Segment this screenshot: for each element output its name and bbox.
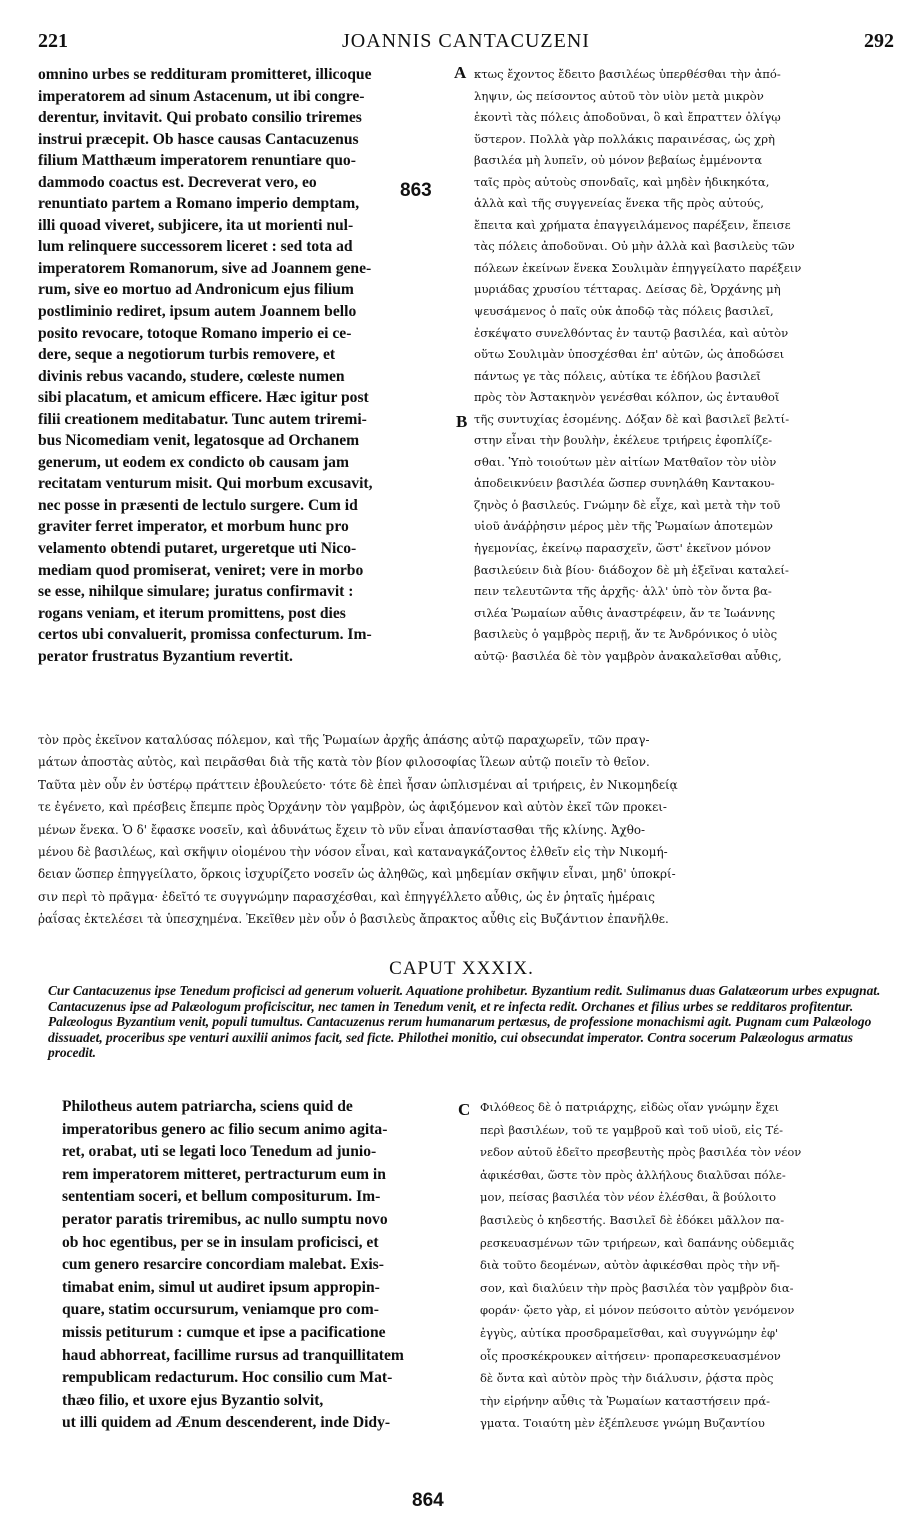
latin-text-line: rogans veniam, et iterum promittens, post dies	[38, 604, 346, 622]
greek-text-line: μένου δὲ βασιλέως, καὶ σκῆψιν οἰομένου τὴν νόσον εἶναι, καὶ καταναγκάζοντος ἐλθεῖν εἰς τὴν Νικομή-	[38, 845, 668, 860]
latin-text-line: renuntiato partem a Romano imperio demptam,	[38, 195, 360, 213]
latin-text-line: sententiam soceri, et bellum compositurum. Im-	[62, 1188, 381, 1206]
greek-text-line: ἔπειτα καὶ χρήματα ἐπαγγειλάμενος παρέξειν, ἔπεισε	[474, 217, 791, 232]
marginal-page-863: 863	[400, 180, 432, 201]
latin-text-line: timabat enim, simul ut audiret ipsum appropin-	[62, 1278, 380, 1296]
greek-text-line: γματα. Τοιαύτη μὲν ἐξέπλευσε γνώμη Βυζαντίου	[480, 1416, 765, 1431]
latin-text-line: velamento obtendi putaret, urgeretque uti Nico-	[38, 540, 357, 558]
latin-text-line: quare, statim occursurum, veniamque pro com-	[62, 1301, 379, 1319]
greek-text-line: ἀφικέσθαι, ὥστε τὸν πρὸς ἀλλήλους διαλῦσαι πόλε-	[480, 1167, 786, 1182]
greek-text-line: φοράν· ᾤετο γὰρ, εἰ μόνον πεύσοιτο αὐτὸν γενόμενον	[480, 1303, 795, 1318]
margin-letter-c: C	[458, 1100, 471, 1119]
latin-text-line: generum, ut eodem ex condicto ob causam jam	[38, 453, 349, 471]
greek-text-line: ἡγεμονίας, ἐκείνῳ παρασχεῖν, ὥστ' ἐκεῖνον μόνον	[474, 541, 771, 556]
greek-text-line: σον, καὶ διαλύειν τὴν πρὸς βασιλέα τὸν γαμβρὸν δια-	[480, 1280, 794, 1295]
latin-text-line: graviter ferret imperator, et morbum hunc pro	[38, 518, 349, 536]
margin-letter-a: A	[454, 63, 467, 82]
latin-text-line: imperatorem Romanorum, sive ad Joannem gene-	[38, 259, 372, 277]
greek-text-line: βασιλεὺς ὁ γαμβρὸς περιῇ, ἄν τε Ἀνδρόνικος ὁ υἱὸς	[474, 627, 778, 642]
latin-text-line: filii creationem meditabatur. Tunc autem triremi-	[38, 410, 367, 428]
greek-text-line: τὸν πρὸς ἐκεῖνον καταλύσας πόλεμον, καὶ τῆς Ῥωμαίων ἀρχῆς ἁπάσης αὐτῷ παραχωρεῖν, τῶν πραγ-	[38, 733, 650, 747]
latin-text-line: thæo filio, et uxore ejus Byzantio solvit,	[62, 1391, 324, 1409]
chapter-summary: Cur Cantacuzenus ipse Tenedum proficisci ad generum voluerit. Aquatione prohibetur. Byzantium redit. Sulimanus duas Galatæorum urbes expugnat. Cantacuzenus ipse ad Palæologum proficiscitur, nec tamen in Tenedum venit, et re infecta redit. Orchanes et filius urbes se redditaros profitentur. Palæologus Byzantium venit, populi tumultus. Cantacuzenus rerum humanarum pertæsus, de professione monachismi agit. Pugnam cum Palæologo dissuadet, proceribus spe venturi auxilii animos facit, sed ficte. Philothei monitio, cui obsecundat imperator. Contra socerum Palæologus armatus procedit.	[48, 983, 881, 1061]
greek-text-line: μον, πείσας βασιλέα τὸν νέον ἐλέσθαι, ἃ βούλοιτο	[480, 1190, 777, 1205]
greek-text-line: ἀποδεικνύειν βασιλέα ὥσπερ συνηλάθη Καντακου-	[474, 476, 775, 491]
greek-text-line: περὶ βασιλέων, τοῦ τε γαμβροῦ καὶ τοῦ υἱοῦ, εἰς Τέ-	[480, 1122, 783, 1137]
greek-text-line: ταῖς πρὸς αὐτοὺς σπονδαῖς, καὶ μηδὲν ἠδικηκότα,	[474, 174, 770, 189]
greek-text-line: ἑκοντὶ τὰς πόλεις ἀποδοῦναι, ὃ καὶ ἔπραττεν ὀλίγῳ	[474, 110, 781, 125]
latin-column-bottom	[62, 1096, 456, 1435]
latin-text-line: haud abhorreat, facillime rursus ad tranquillitatem	[62, 1346, 404, 1364]
greek-text-line: πάντως γε τὰς πόλεις, αὐτίκα τε ἐδήλου βασιλεῖ	[474, 368, 761, 383]
greek-text-line: κτως ἔχοντος ἔδειτο βασιλέως ὑπερθέσθαι τὴν ἀπό-	[474, 67, 781, 81]
latin-text-line: lum relinquere successorem liceret : sed tota ad	[38, 238, 353, 256]
greek-text-line: ὕστερον. Πολλὰ γὰρ πολλάκις παραινέσας, ὡς χρὴ	[474, 131, 775, 146]
latin-text-line: omnino urbes se reddituram promitteret, illicoque	[38, 66, 372, 83]
greek-text-line: σιν περὶ τὸ πρᾶγμα· ἐδεῖτό τε συγγνώμην παρασχέσθαι, καὶ ἐπηγγέλλετο αὖθις, ὡς ἐν ῥηταῖς ἡμέραις	[38, 889, 655, 904]
latin-text-line: divinis rebus vacando, studere, cœleste numen	[38, 367, 345, 385]
greek-column-bottom	[480, 1096, 894, 1435]
latin-text-line: imperatoribus genero ac filio secum animo agita-	[62, 1120, 388, 1138]
greek-text-line: Φιλόθεος δὲ ὁ πατριάρχης, εἰδὼς οἵαν γνώμην ἔχει	[480, 1100, 780, 1114]
greek-text-line: σθαι. Ὑπὸ τοιούτων μὲν αἰτίων Ματθαῖον τὸν υἱὸν	[474, 454, 777, 469]
latin-text-line: ob hoc egentibus, per se in insulam proficisci, et	[62, 1233, 379, 1251]
greek-text-line: στην εἶναι τὴν βουλὴν, ἐκέλευε τριήρεις ἐφοπλίζε-	[474, 433, 773, 448]
greek-text-line: ζηνὸς ὁ βασιλεύς. Γνώμην δὲ εἶχε, καὶ μετὰ τὴν τοῦ	[474, 497, 781, 512]
latin-text-line: sibi placatum, et amicum efficere. Hæc igitur post	[38, 389, 369, 407]
latin-text-line: rempublicam redacturum. Hoc consilio cum Mat-	[62, 1369, 393, 1387]
marginal-page-864: 864	[412, 1490, 444, 1511]
latin-text-line: imperatorem ad sinum Astacenum, ut ibi congre-	[38, 87, 365, 105]
latin-text-line: derentur, invitavit. Qui probato consilio triremes	[38, 109, 362, 127]
greek-text-line: βασιλέα μὴ λυπεῖν, οὐ μόνον βεβαίως ἐμμένοντα	[474, 153, 763, 168]
greek-text-line: βασιλεύειν διὰ βίου· διάδοχον δὲ μὴ ἐξεῖναι καταλεί-	[474, 562, 789, 577]
greek-text-line: μένων ἕνεκα. Ὁ δ' ἔφασκε νοσεῖν, καὶ ἀδυνάτως ἔχειν τὸ νῦν εἶναι ἀπανίστασθαι τῆς κλίνης. Ἀχθο-	[38, 822, 646, 837]
running-header	[38, 30, 894, 56]
greek-text-line: ἐσκέψατο συνελθόντας ἐν ταυτῷ βασιλέα, καὶ αὐτὸν	[474, 325, 789, 340]
latin-text-line: instrui præcepit. Ob hasce causas Cantacuzenus	[38, 130, 359, 148]
latin-text-line: rem imperatorem mitteret, pertracturum eum in	[62, 1165, 386, 1183]
latin-text-line: missis petiturum : cumque et ipse a pacificatione	[62, 1323, 386, 1341]
latin-text-line: perator frustratus Byzantium revertit.	[38, 647, 293, 665]
page-number-left: 221	[38, 30, 68, 52]
latin-text-line: posito revocare, totoque Romano imperio ei ce-	[38, 324, 352, 342]
greek-text-line: ῥαΐσας ἐκτελέσει τὰ ὑπεσχημένα. Ἐκεῖθεν μὲν οὖν ὁ βασιλεὺς ἄπρακτος αὖθις εἰς Βυζάντιον ἐπανῆλθε.	[38, 912, 669, 927]
latin-text-line: bus Nicomediam venit, legatosque ad Orchanem	[38, 432, 360, 450]
latin-text-line: filium Matthæum imperatorem renuntiare quo-	[38, 152, 356, 170]
greek-text-line: οὕτω Σουλιμὰν ὑποσχέσθαι ἐπ' αὐτῶν, ὡς ἀποδώσει	[474, 347, 785, 362]
latin-text-line: perator paratis triremibus, ac nullo sumptu novo	[62, 1210, 388, 1228]
greek-text-line: μυριάδας χρυσίου τέτταρας. Δείσας δὲ, Ὀρχάνης μὴ	[474, 282, 781, 297]
greek-column-top	[474, 64, 894, 667]
greek-text-line: τῆς συντυχίας ἐσομένης. Δόξαν δὲ καὶ βασιλεῖ βελτί-	[474, 411, 790, 426]
greek-text-line: ρεσκευασμένων τῶν τριήρεων, καὶ δαπάνης οὐδεμιᾶς	[480, 1235, 795, 1250]
latin-text-line: mediam quod promiserat, veniret; vere in morbo	[38, 561, 364, 579]
page-number-right: 292	[864, 30, 894, 52]
greek-text-line: ἐγγὺς, αὐτίκα προσδραμεῖσθαι, καὶ συγγνώμην ἐφ'	[480, 1325, 779, 1340]
greek-text-line: μάτων ἀποστὰς αὐτὸς, καὶ πειρᾶσθαι διὰ τῆς κατὰ τὸν βίον φιλοσοφίας ἵλεων αὐτῷ ποιεῖν τὸ θεῖον.	[38, 755, 650, 770]
latin-text-line: cum genero resarcire concordiam malebat. Exis-	[62, 1256, 384, 1274]
greek-text-line: πρὸς τὸν Ἀστακηνὸν γενέσθαι κόλπον, ὡς ἐνταυθοῖ	[474, 390, 780, 405]
latin-text-line: dere, seque a negotiorum turbis removere, et	[38, 346, 336, 364]
latin-text-line: dammodo coactus est. Decreverat vero, eo	[38, 173, 317, 191]
greek-text-line: τε ἐγένετο, καὶ πρέσβεις ἔπεμπε πρὸς Ὀρχάνην τὸν γαμβρὸν, ὡς ἀφιξόμενον καὶ αὐτὸν ἐκεῖ τῶν προκει-	[38, 800, 667, 815]
greek-text-line: υἱοῦ ἀνάῤῥησιν μέρος μὲν τῆς Ῥωμαίων ἀποτεμὼν	[474, 519, 773, 534]
running-title: JOANNIS CANTACUZENI	[342, 30, 590, 52]
greek-text-line: αὐτῷ· βασιλέα δὲ τὸν γαμβρὸν ἀνακαλεῖσθαι αὖθις,	[474, 648, 782, 663]
greek-text-line: πειν τελευτῶντα τῆς ἀρχῆς· ἀλλ' ὑπὸ τὸν ὄντα βα-	[474, 584, 772, 599]
chapter-heading: CAPUT XXXIX.	[389, 958, 534, 979]
greek-text-line: βασιλεὺς ὁ κηδεστής. Βασιλεῖ δὲ ἐδόκει μᾶλλον πα-	[480, 1212, 785, 1227]
latin-text-line: nec posse in præsenti de lectulo surgere. Cum id	[38, 496, 358, 514]
latin-text-line: certos ubi convaluerit, promissa confecturum. Im-	[38, 626, 372, 644]
greek-text-line: διὰ τοῦτο δεομένων, αὐτὸν ἀφικέσθαι πρὸς τὴν νῆ-	[480, 1258, 780, 1273]
greek-full-width-paragraph	[38, 729, 894, 931]
greek-text-line: ληψιν, ὡς πείσοντος αὐτοῦ τὸν υἱὸν μετὰ μικρὸν	[474, 88, 764, 103]
latin-text-line: rum, sive eo mortuo ad Andronicum ejus filium	[38, 281, 354, 299]
latin-text-line: Philotheus autem patriarcha, sciens quid de	[62, 1098, 353, 1115]
greek-text-line: οἷς προσκέκρουκεν αἰτήσειν· προπαρεσκευασμένον	[480, 1348, 781, 1363]
greek-text-line: νεδον αὐτοῦ ἐδεῖτο πρεσβευτὴς πρὸς βασιλέα τὸν νέον	[480, 1145, 802, 1160]
latin-text-line: recitatam venturum misit. Qui morbum excusavit,	[38, 475, 373, 493]
greek-text-line: ψευσάμενος ὁ παῖς οὐκ ἀποδῷ τὰς πόλεις βασιλεῖ,	[474, 304, 774, 319]
latin-text-line: se esse, nihilque simulare; juratus confirmavit :	[38, 583, 354, 601]
greek-text-line: δὲ ὄντα καὶ αὐτὸν πρὸς τὴν διάλυσιν, ῥᾴστα πρὸς	[480, 1371, 774, 1386]
latin-column-top	[38, 64, 456, 667]
greek-text-line: δειαν ὥσπερ ἐπηγγείλατο, ὅρκοις ἰσχυρίζετο νοσεῖν ὡς ἀληθῶς, καὶ μηδεμίαν σκῆψιν εἶναι, μηδ' ὑποκρί-	[38, 867, 676, 882]
latin-text-line: ut illi quidem ad Ænum descenderent, inde Didy-	[62, 1414, 391, 1432]
greek-text-line: τὰς πόλεις ἀποδοῦναι. Οὐ μὴν ἀλλὰ καὶ βασιλεὺς τῶν	[474, 239, 795, 254]
latin-text-line: postliminio rediret, ipsum autem Joannem bello	[38, 303, 357, 321]
latin-text-line: illi quoad viveret, subjicere, ita ut morienti nul-	[38, 216, 354, 234]
greek-text-line: τὴν εἰρήνην αὖθις τὰ Ῥωμαίων καταστήσειν πρά-	[480, 1393, 770, 1408]
greek-text-line: πόλεων ἐκείνων ἕνεκα Σουλιμὰν ἐπηγγείλατο παρέξειν	[474, 260, 802, 275]
margin-letter-b: B	[456, 412, 468, 431]
greek-text-line: σιλέα Ῥωμαίων αὖθις ἀναστρέφειν, ἄν τε Ἰωάννης	[474, 605, 776, 620]
greek-text-line: ἀλλὰ καὶ τῆς συγγενείας ἕνεκα τῆς πρὸς αὐτούς,	[474, 196, 764, 211]
greek-text-line: Ταῦτα μὲν οὖν ἐν ὑστέρῳ πράττειν ἐβουλεύετο· τότε δὲ ἐπεὶ ἦσαν ὡπλισμέναι αἱ τριήρεις, ἐν Νικομηδείᾳ	[38, 777, 678, 792]
latin-text-line: ret, orabat, uti se legati loco Tenedum ad junio-	[62, 1143, 377, 1161]
